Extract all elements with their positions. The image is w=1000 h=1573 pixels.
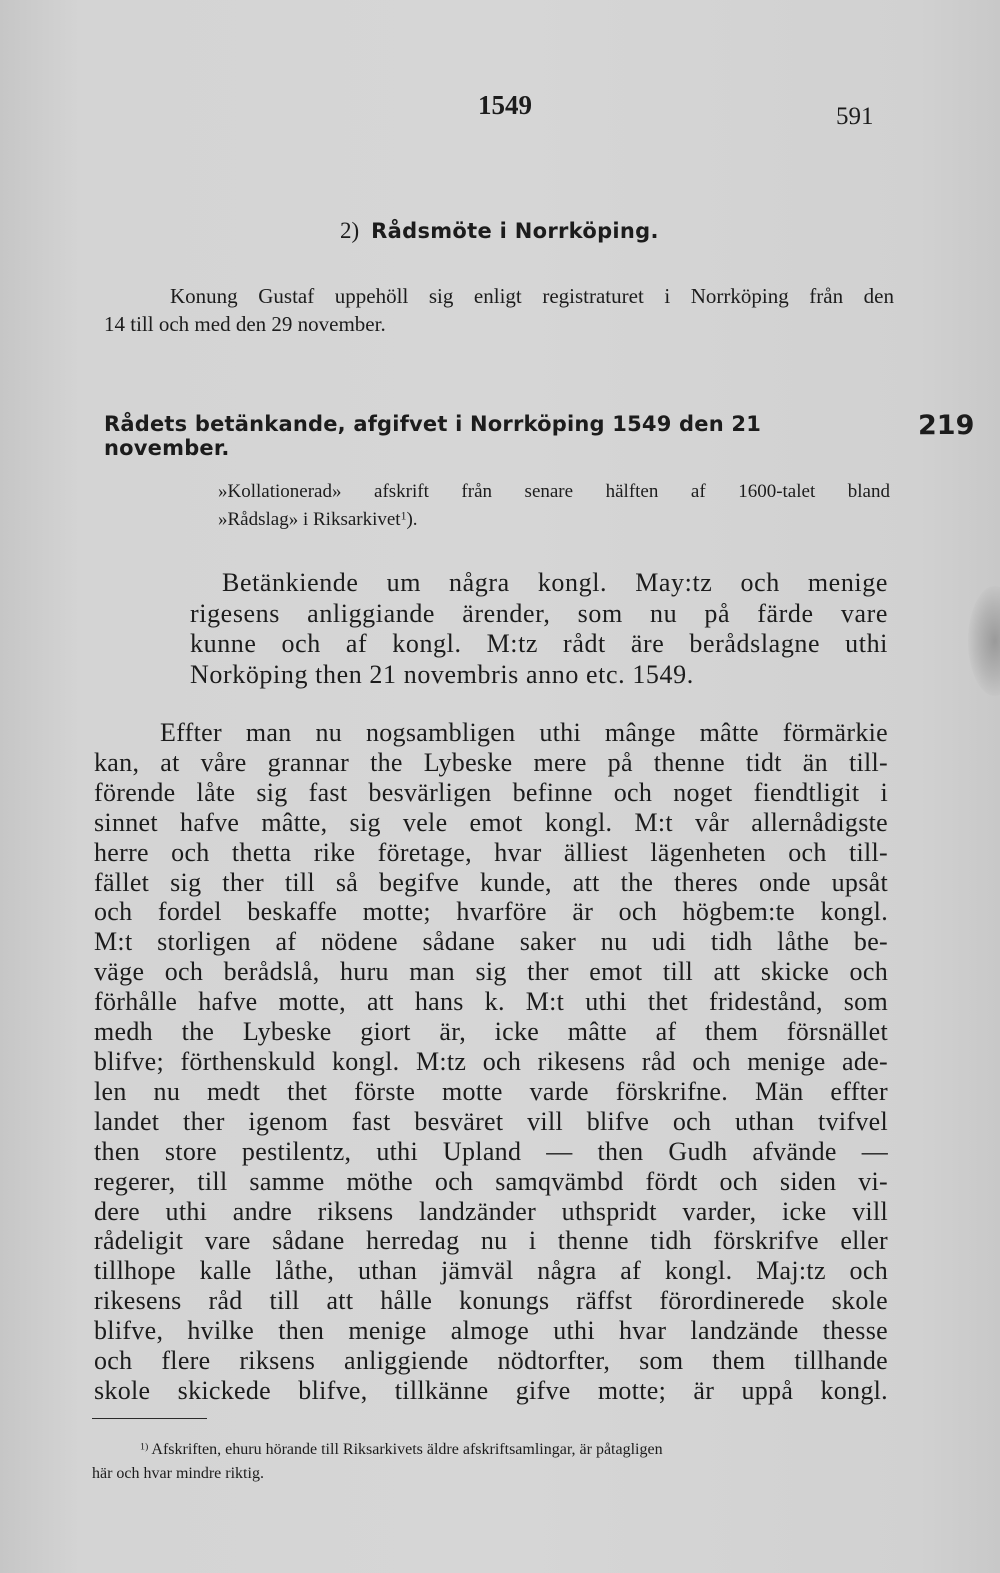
body-line: rådeligit vare sådane herredag nu i thenne tidh förskrifve eller	[94, 1226, 888, 1256]
footnote	[92, 1438, 882, 1486]
source-note-text: »Rådslag» i Riksarkivet	[218, 509, 401, 530]
intro-paragraph	[104, 282, 894, 338]
source-note-end: ).	[406, 509, 418, 530]
body-line: herre och thetta rike företage, hvar älliest lägenheten och till-	[94, 837, 888, 867]
running-header-year: 1549	[478, 90, 532, 120]
footnote-marker: 1)	[140, 1441, 149, 1453]
title-line: Betänkiende um några kongl. May:tz och menige	[222, 568, 888, 597]
body-line: blifve, hvilke then menige almoge uthi hvar landzände thesse	[94, 1316, 888, 1346]
body-line: landet ther igenom fast besväret vill blifve och uthan tvifvel	[94, 1106, 888, 1136]
body-line: förhålle hafve motte, att hans k. M:t uthi thet fridestånd, som	[94, 987, 888, 1017]
title-line: rigesens anliggiande ärender, som nu på färde vare	[190, 598, 888, 628]
body-line: kan, at våre grannar the Lybeske mere på thenne tidt än till-	[94, 747, 888, 777]
intro-line: 14 till och med den 29 november.	[104, 312, 386, 336]
intro-line: Konung Gustaf uppehöll sig enligt registraturet i Norrköping från den	[170, 284, 894, 308]
body-line: fället sig ther till så begifve kunde, att the theres onde upsåt	[94, 867, 888, 897]
body-line: tillhope kalle låthe, uthan jämväl några af kongl. Maj:tz och	[94, 1256, 888, 1286]
body-line: och fordel beskaffe motte; hvarföre är och högbem:te kongl.	[94, 897, 888, 927]
document-heading: Rådets betänkande, afgifvet i Norrköping 1549 den 21 november.	[104, 412, 762, 460]
footnote-reference: 1	[400, 509, 407, 523]
body-line: rikesens råd till att hålle konungs räffst förordinerede skole	[94, 1286, 888, 1316]
title-line: kunne och af kongl. M:tz rådt äre berådslagne uthi	[190, 629, 888, 658]
source-note-line: »Kollationerad» afskrift från senare hälften af 1600-talet bland	[218, 481, 890, 502]
body-line: M:t storligen af nödene sådane saker nu udi tidh låthe be-	[94, 927, 888, 957]
body-line: förende låte sig fast besvärligen befinne och noget fiendtligit i	[94, 777, 888, 807]
body-line: väge och berådslå, huru man sig ther emot till att skicke och	[94, 957, 888, 987]
footnote-line	[92, 1438, 882, 1462]
body-line: then store pestilentz, uthi Upland — then Gudh afvände —	[94, 1136, 888, 1166]
footnote-line: här och hvar mindre riktig.	[92, 1465, 264, 1482]
body-line: sinnet hafve mâtte, sig vele emot kongl. M:t vår allernådigste	[94, 807, 888, 837]
document-number: 219	[918, 410, 975, 441]
footnote-text: Afskriften, ehuru hörande till Riksarkivets äldre afskriftsamlingar, är påtagligen	[151, 1441, 663, 1458]
page-number: 591	[836, 103, 874, 130]
body-line: regerer, till samme möthe och samqvämbd fördt och siden vi-	[94, 1166, 888, 1196]
page-stain	[968, 586, 1000, 696]
body-line: och flere riksens anliggiende nödtorfter, som them tillhande	[94, 1346, 888, 1376]
body-line: dere uthi andre riksens landzänder uthspridt varder, icke vill	[94, 1196, 888, 1226]
body-line: medh the Lybeske giort är, icke mâtte af them försnället	[94, 1017, 888, 1047]
document-title-block	[190, 568, 888, 690]
title-line: Norköping then 21 novembris anno etc. 1549.	[190, 659, 694, 689]
section-number: 2)	[340, 218, 360, 243]
body-line: skole skickede blifve, tillkänne gifve motte; är uppå kongl.	[94, 1375, 888, 1405]
footnote-divider	[92, 1418, 207, 1419]
source-note	[218, 478, 890, 534]
section-title	[340, 218, 659, 244]
body-line: len nu medt thet förste motte varde förskrifne. Män effter	[94, 1076, 888, 1106]
body-line: blifve; förthenskuld kongl. M:tz och rikesens råd och menige ade-	[94, 1046, 888, 1076]
body-paragraph	[94, 718, 888, 1406]
source-note-line	[218, 506, 890, 534]
body-line: Effter man nu nogsambligen uthi mânge mâtte förmärkie	[160, 718, 888, 747]
section-title-text: Rådsmöte i Norrköping.	[371, 219, 659, 243]
